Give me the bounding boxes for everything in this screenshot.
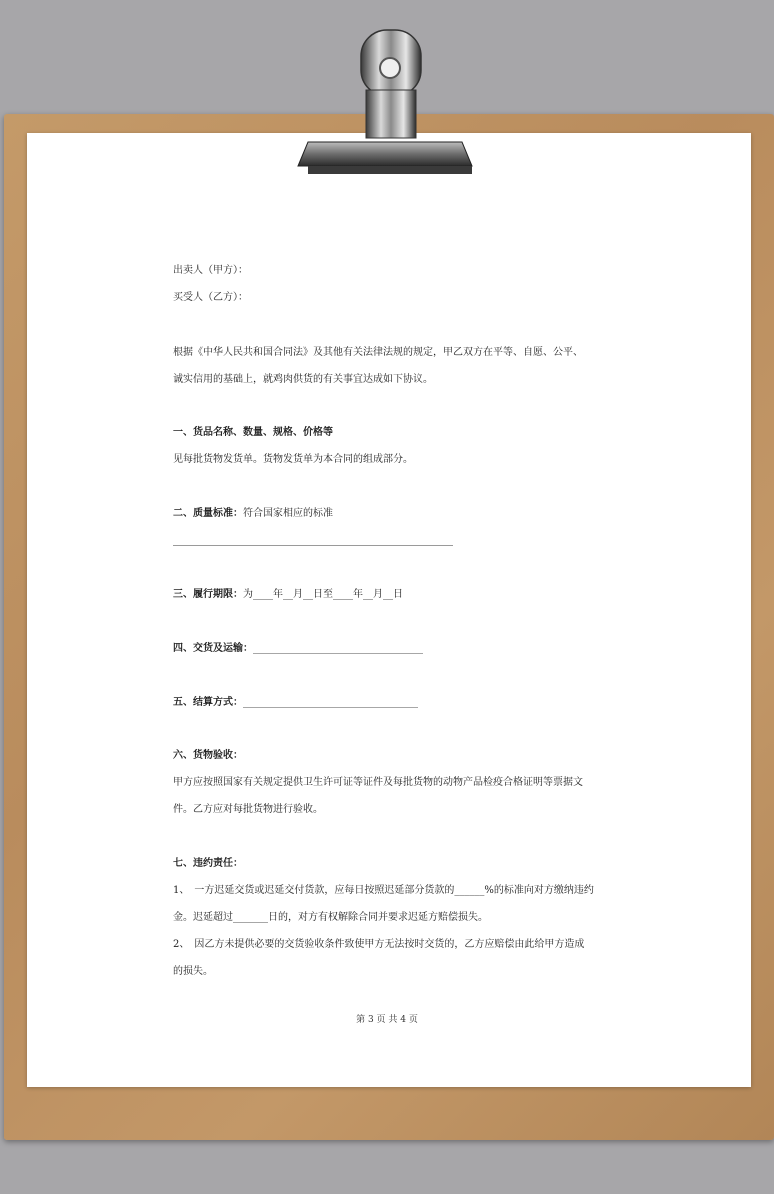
section-6-body-1: 甲方应按照国家有关规定提供卫生许可证等证件及每批货物的动物产品检疫合格证明等票据文 (173, 777, 583, 788)
intro-line-2: 诚实信用的基础上，就鸡肉供货的有关事宜达成如下协议。 (173, 374, 433, 385)
binder-clip-icon (290, 26, 480, 178)
section-2-title: 二、质量标准： (173, 508, 243, 519)
section-7-item-1-line-2: 金。迟延超过_______日的，对方有权解除合同并要求迟延方赔偿损失。 (173, 912, 488, 923)
section-4-line (173, 642, 423, 656)
section-3-title: 三、履行期限： (173, 589, 243, 600)
section-2-line (173, 507, 333, 521)
section-7-item-2-line-2: 的损失。 (173, 966, 213, 977)
section-5-value: ___________________________________ (243, 697, 418, 708)
section-5-title: 五、结算方式： (173, 697, 243, 708)
section-5-line (173, 696, 418, 710)
section-7-item-1-line-1: 1、 一方迟延交货或迟延交付货款，应每日按照迟延部分货款的______%的标准向对方缴纳违约 (173, 885, 594, 896)
section-4-value: __________________________________ (253, 643, 423, 654)
section-6-title: 六、货物验收： (173, 750, 243, 761)
section-2-value: 符合国家相应的标准 (243, 508, 333, 519)
section-1-title: 一、货品名称、数量、规格、价格等 (173, 427, 333, 438)
section-7-title: 七、违约责任： (173, 858, 243, 869)
section-4-title: 四、交货及运输： (173, 643, 253, 654)
section-6-body-2: 件。乙方应对每批货物进行验收。 (173, 804, 323, 815)
section-3-line (173, 588, 403, 602)
intro-line-1: 根据《中华人民共和国合同法》及其他有关法律法规的规定，甲乙双方在平等、自愿、公平、 (173, 347, 583, 358)
seller-line: 出卖人（甲方）： (173, 265, 248, 276)
buyer-line: 买受人（乙方）： (173, 292, 248, 303)
section-1-body: 见每批货物发货单。货物发货单为本合同的组成部分。 (173, 454, 413, 465)
section-7-item-2-line-1: 2、 因乙方未提供必要的交货验收条件致使甲方无法按时交货的，乙方应赔偿由此给甲方造成 (173, 939, 585, 950)
page-number: 第 3 页 共 4 页 (356, 1015, 418, 1025)
section-2-underline (173, 545, 453, 546)
section-3-value: 为____年__月__日至____年__月__日 (243, 589, 403, 600)
